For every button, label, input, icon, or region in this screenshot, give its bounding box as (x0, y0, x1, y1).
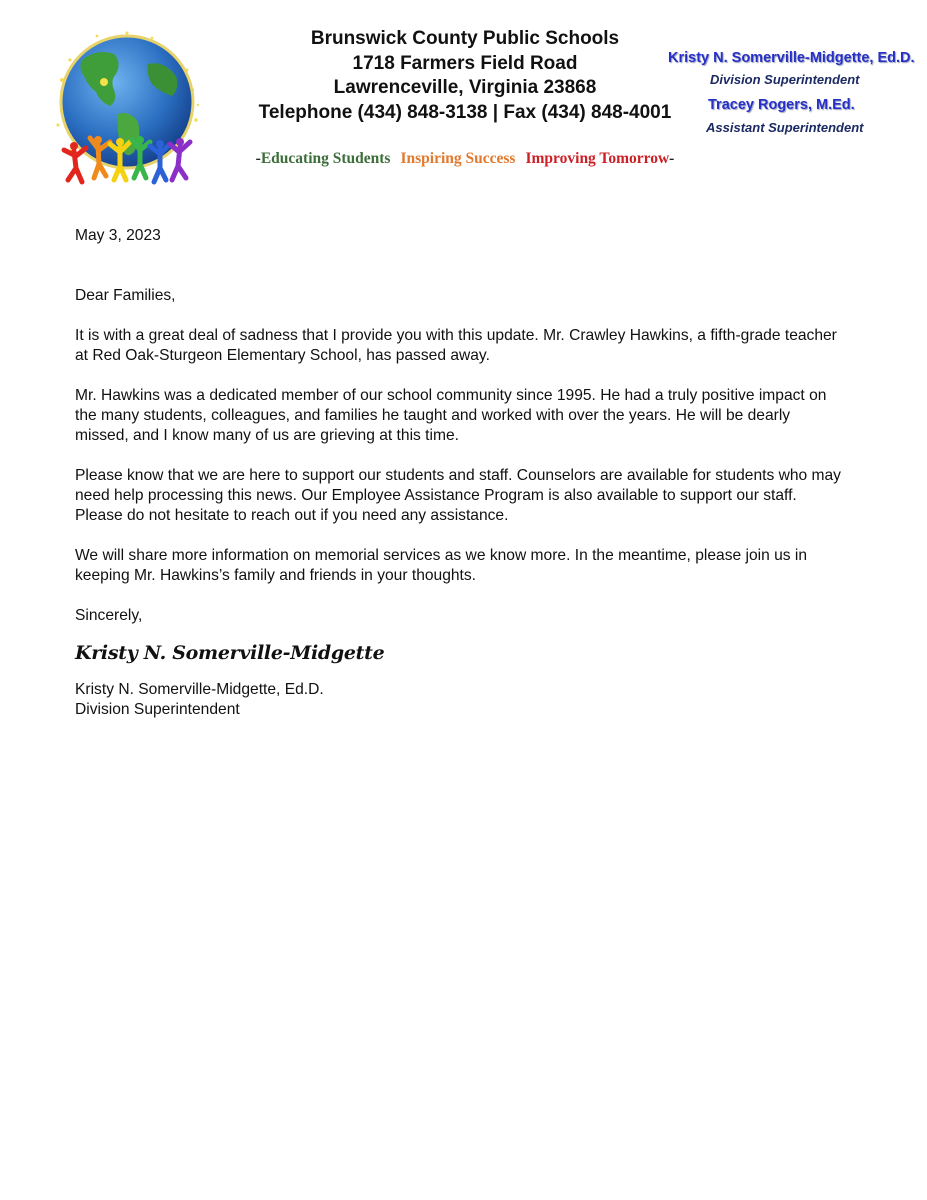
globe-with-rainbow-children-icon (52, 30, 202, 195)
org-address: 1718 Farmers Field Road (352, 52, 578, 74)
superintendent-title: Division Superintendent (710, 72, 860, 87)
paragraph: It is with a great deal of sadness that I provide you with this update. Mr. Crawley Hawkins, a fifth-grade teacher at Red Oak-Sturgeon Elementary School, has passed away. (75, 327, 837, 364)
letterhead (255, 27, 675, 125)
org-city: Lawrenceville, Virginia 23868 (333, 77, 597, 98)
tagline (240, 150, 690, 168)
tagline-improving: Improving Tomorrow (525, 150, 670, 167)
org-phone-fax: Telephone (434) 848-3138 | Fax (434) 848-4001 (258, 101, 672, 123)
handwritten-signature: Kristy N. Somerville-Midgette (75, 642, 385, 664)
salutation: Dear Families, (75, 287, 176, 304)
tagline-lead: - (255, 150, 261, 167)
closing: Sincerely, (75, 607, 143, 624)
paragraph: We will share more information on memorial services as we know more. In the meantime, please join us in keeping Mr. Hawkins’s family and friends in your thoughts. (75, 547, 808, 584)
org-name: Brunswick County Public Schools (310, 28, 620, 49)
tagline-educating: Educating Students (260, 150, 391, 167)
assistant-superintendent-title: Assistant Superintendent (706, 120, 864, 135)
assistant-superintendent-name: Tracey Rogers, M.Ed. (708, 97, 855, 113)
school-logo (52, 30, 202, 195)
tagline-inspiring: Inspiring Success (400, 150, 516, 167)
tagline-trail: - (669, 150, 675, 167)
signer-title: Division Superintendent (75, 701, 240, 718)
letter-date: May 3, 2023 (75, 227, 161, 244)
letter-body (75, 226, 845, 720)
paragraph: Mr. Hawkins was a dedicated member of our school community since 1995. He had a truly positive impact on the many students, colleagues, and families he taught and worked with over the years. He will be dearly missed, and I know many of us are grieving at this time. (75, 387, 827, 444)
paragraph: Please know that we are here to support our students and staff. Counselors are available for students who may need help processing this news. Our Employee Assistance Program is also available to support our staff. Please do not hesitate to reach out if you need any assistance. (75, 467, 841, 524)
superintendent-name: Kristy N. Somerville-Midgette, Ed.D. (668, 50, 915, 66)
signer-name: Kristy N. Somerville-Midgette, Ed.D. (75, 681, 324, 698)
